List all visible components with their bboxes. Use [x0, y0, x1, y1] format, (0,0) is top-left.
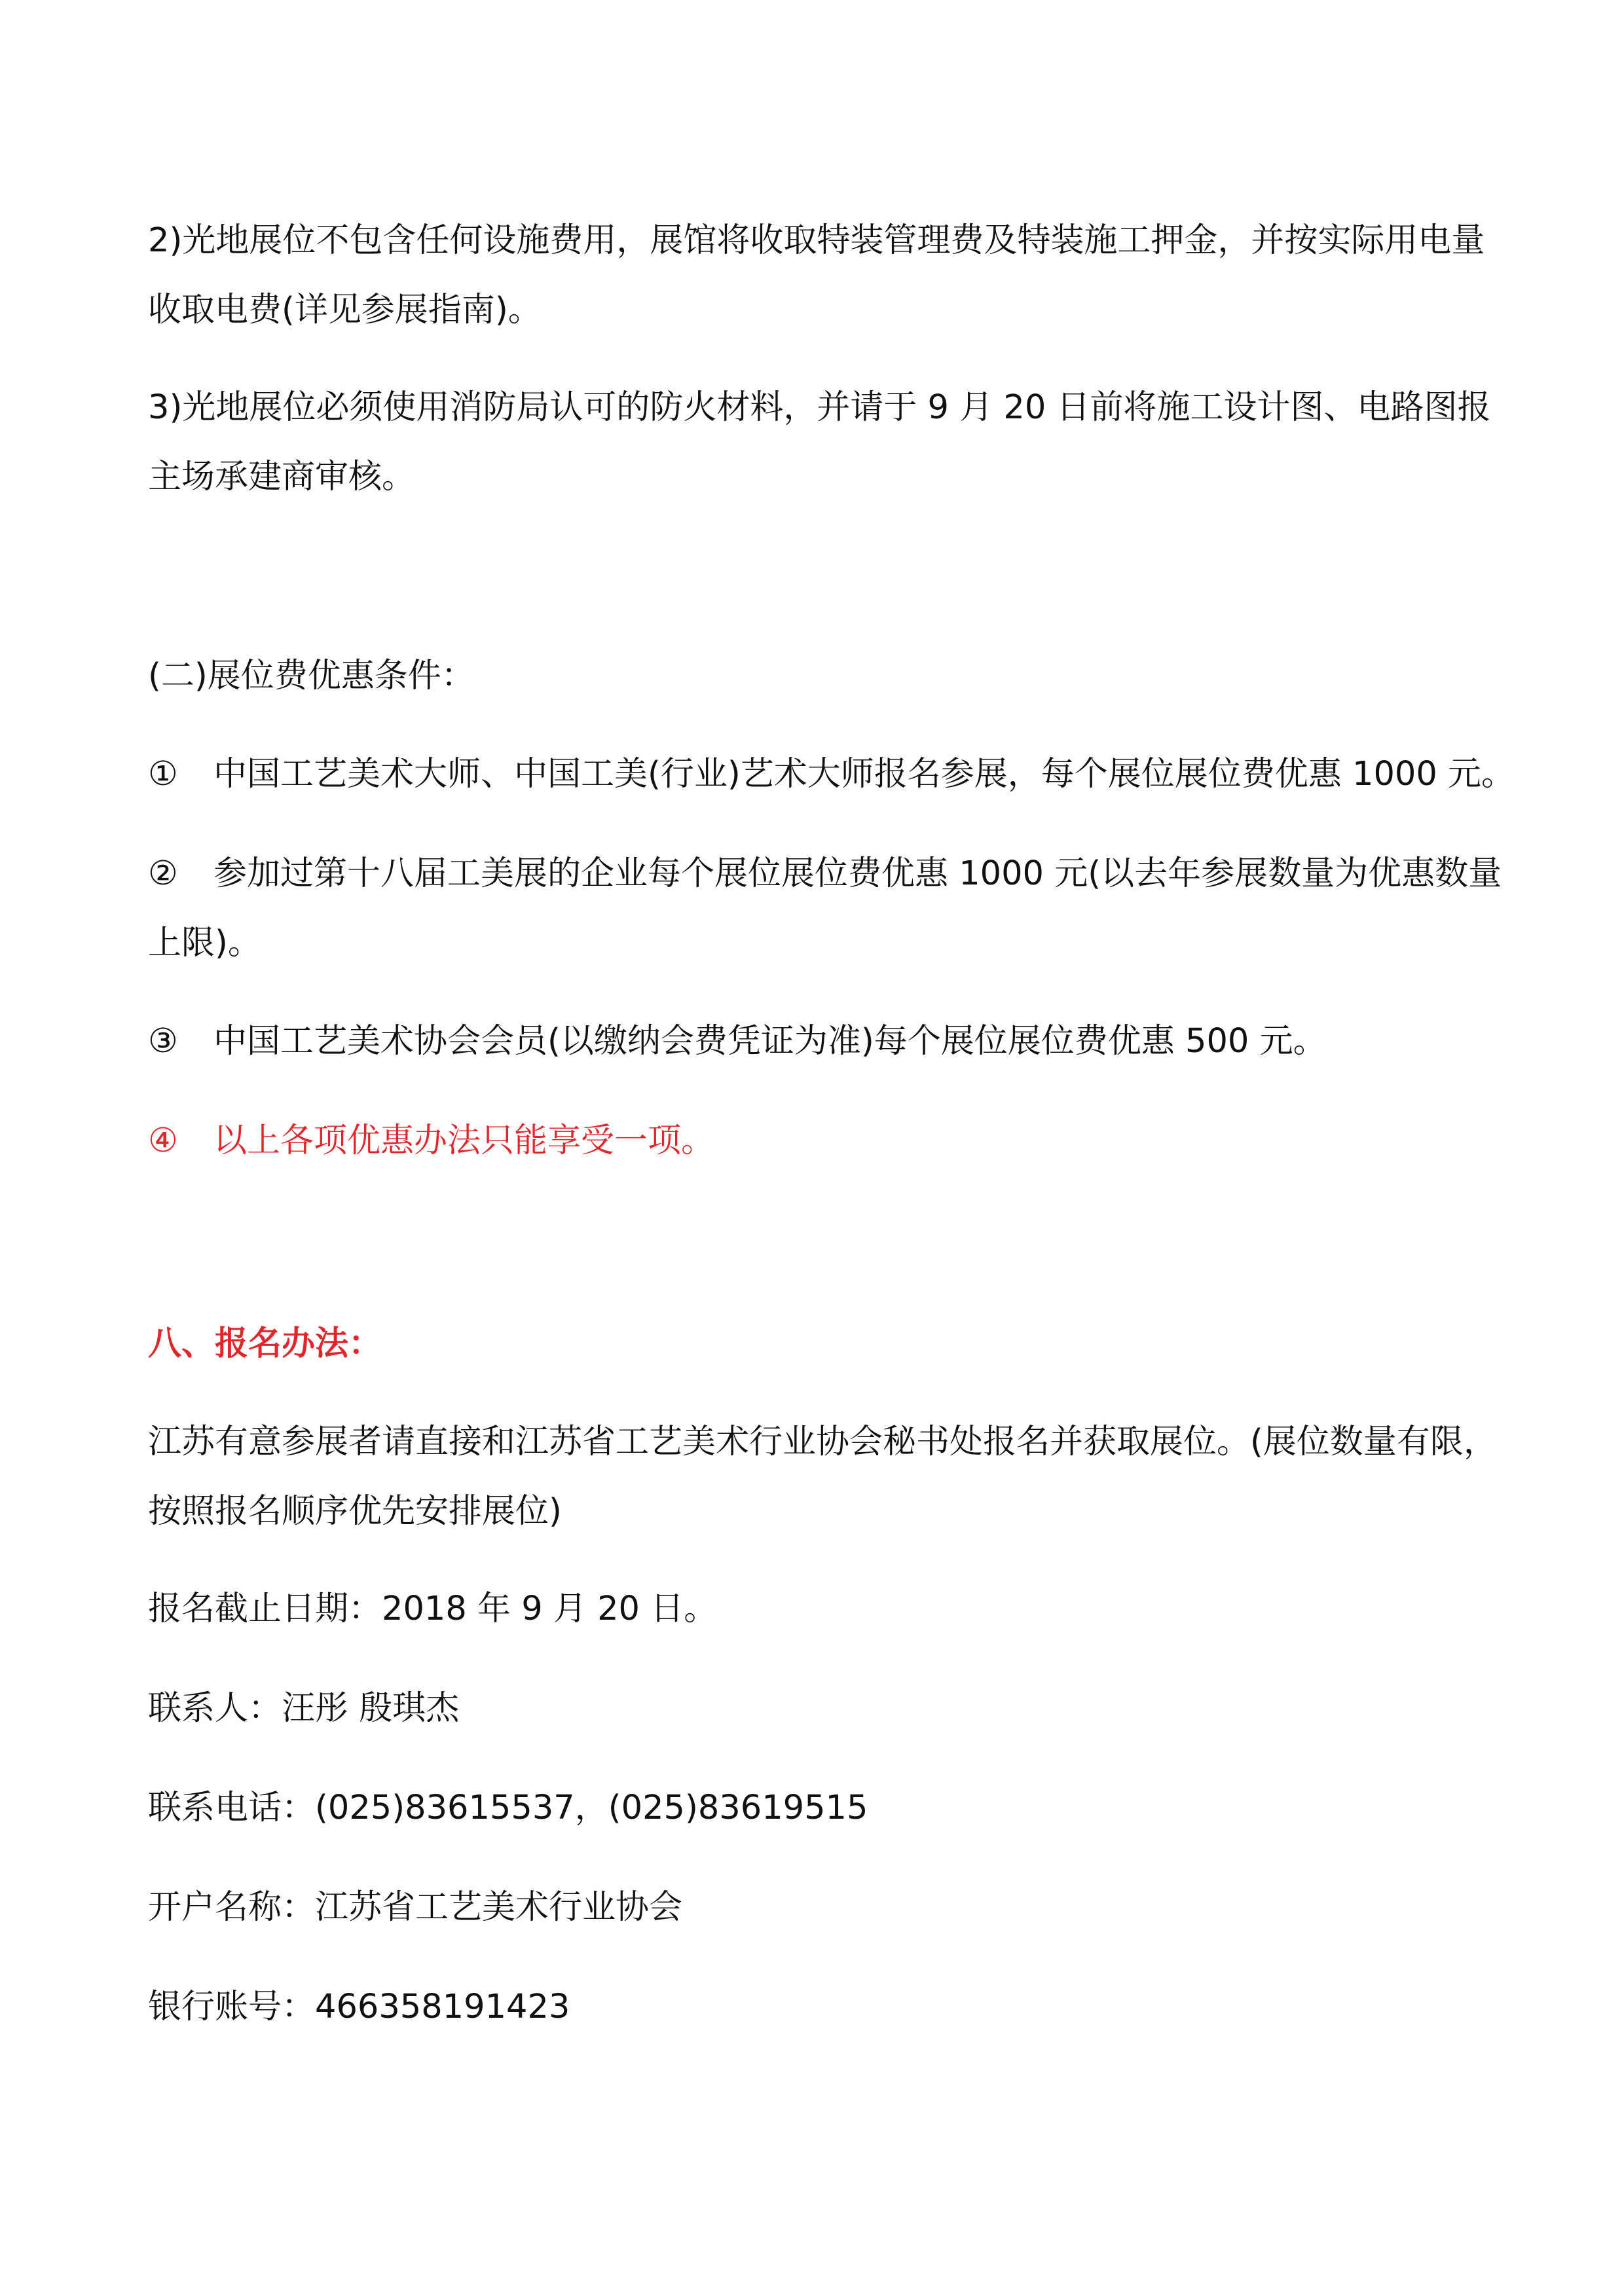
- note-2-line-1: 2)光地展位不包含任何设施费用，展馆将收取特装管理费及特装施工押金，并按实际用电量: [148, 221, 1485, 260]
- note-2-line-2: 收取电费(详见参展指南)。: [148, 291, 542, 329]
- note-3-line-2: 主场承建商审核。: [148, 458, 416, 496]
- discount-item-3-marker: ③: [148, 1022, 178, 1061]
- discount-item-3: [148, 1007, 1484, 1076]
- bank-account: [148, 1973, 1484, 2042]
- registration-deadline-text: 报名截止日期：2018 年 9 月 20 日。: [148, 1590, 718, 1628]
- contact-persons: [148, 1674, 1484, 1743]
- discount-item-2-marker: ②: [148, 854, 178, 893]
- note-3-paragraph: [148, 373, 1491, 512]
- discount-item-3-text: 中国工艺美术协会会员(以缴纳会费凭证为准)每个展位展位费优惠 500 元。: [213, 1022, 1327, 1061]
- note-3-line-1: 3)光地展位必须使用消防局认可的防火材料，并请于 9 月 20 日前将施工设计图、电路图报: [148, 388, 1491, 427]
- discount-item-4-text: 以上各项优惠办法只能享受一项。: [213, 1121, 715, 1160]
- discount-heading-text: (二)展位费优惠条件：: [148, 657, 475, 695]
- registration-deadline: [148, 1575, 1484, 1644]
- discount-heading: [148, 642, 1484, 711]
- discount-item-2-text-cont: 上限)。: [148, 924, 261, 962]
- registration-heading: [148, 1309, 1484, 1379]
- discount-item-1-text: 中国工艺美术大师、中国工美(行业)艺术大师报名参展，每个展位展位费优惠 1000 元。: [213, 755, 1515, 793]
- contact-persons-text: 联系人：汪彤 殷琪杰: [148, 1689, 460, 1728]
- bank-account-text: 银行账号：466358191423: [148, 1988, 570, 2026]
- discount-item-2: [148, 839, 1502, 978]
- contact-phone-text: 联系电话：(025)83615537，(025)83619515: [148, 1789, 868, 1827]
- registration-intro-line-1: 江苏有意参展者请直接和江苏省工艺美术行业协会秘书处报名并获取展位。(展位数量有限，: [148, 1423, 1497, 1461]
- note-2-paragraph: [148, 206, 1484, 345]
- discount-item-1-marker: ①: [148, 755, 178, 793]
- discount-item-4: [148, 1106, 1484, 1176]
- registration-intro-line-2: 按照报名顺序优先安排展位): [148, 1492, 562, 1531]
- contact-phone: [148, 1774, 1484, 1843]
- account-name-text: 开户名称：江苏省工艺美术行业协会: [148, 1888, 683, 1927]
- discount-item-4-marker: ④: [148, 1121, 178, 1160]
- discount-item-2-text: 参加过第十八届工美展的企业每个展位展位费优惠 1000 元(以去年参展数量为优惠数量: [213, 854, 1502, 893]
- registration-heading-text: 八、报名办法：: [148, 1324, 382, 1363]
- account-name: [148, 1873, 1484, 1942]
- registration-intro: [148, 1408, 1497, 1546]
- discount-item-1: [148, 740, 1515, 809]
